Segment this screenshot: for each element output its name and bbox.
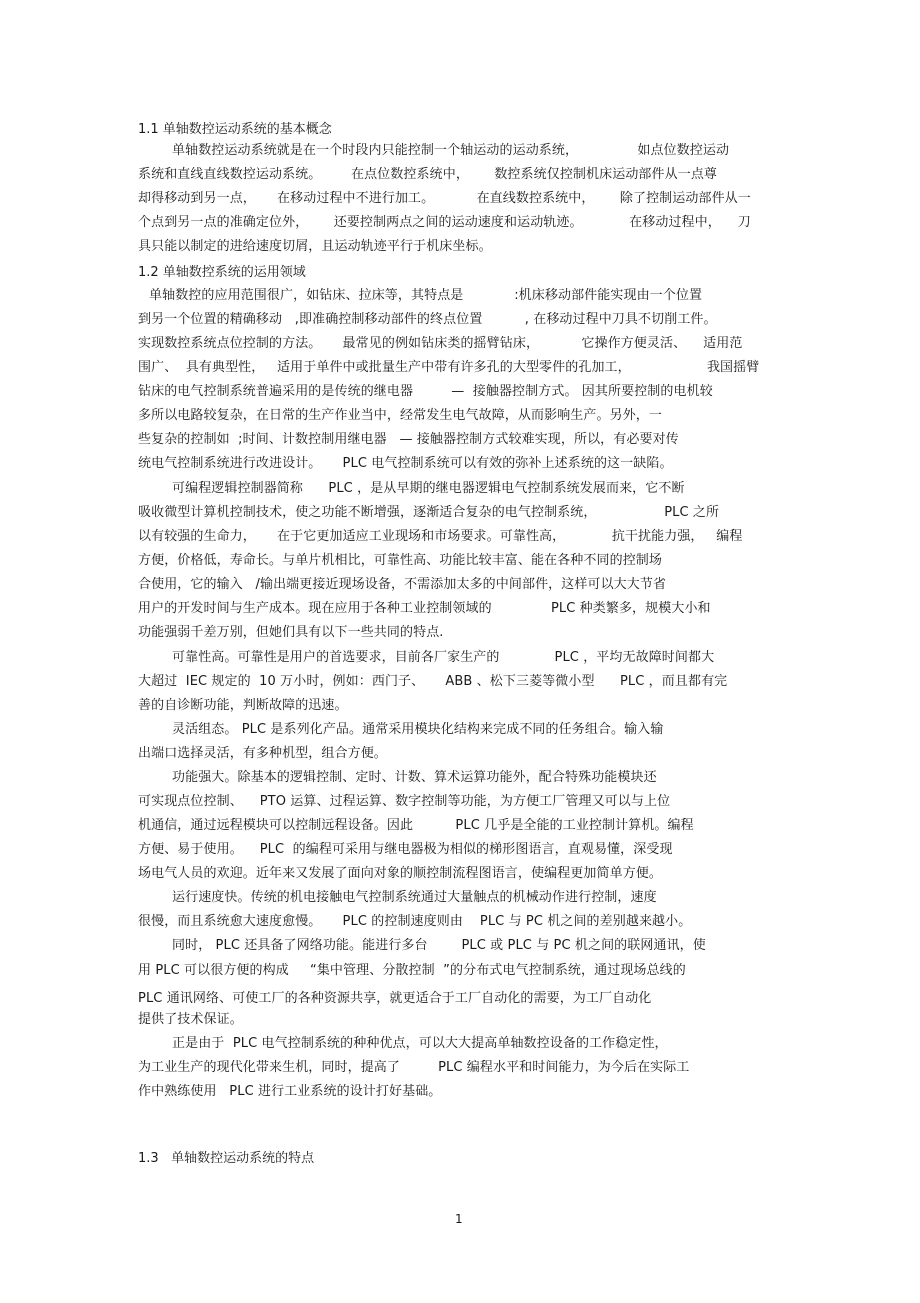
section-1-2-title: 1.2 单轴数控系统的运用领域 [138, 265, 306, 280]
paragraph-line: 以有较强的生命力， 在于它更加适应工业现场和市场要求。可靠性高， 抗干扰能力强， 编程 [138, 529, 743, 544]
paragraph-line: 吸收微型计算机控制技术，使之功能不断增强，逐渐适合复杂的电气控制系统， PLC 之所 [138, 505, 720, 520]
paragraph-line: 方便，价格低，寿命长。与单片机相比，可靠性高、功能比较丰富、能在各种不同的控制场 [138, 553, 663, 568]
paragraph-line: 机通信，通过远程模块可以控制远程设备。因此 PLC 几乎是全能的工业控制计算机。编程 [138, 818, 694, 833]
paragraph-line: 合使用，它的输入 /输出端更接近现场设备，不需添加太多的中间部件，这样可以大大节省 [138, 577, 667, 592]
paragraph-line: 多所以电路较复杂，在日常的生产作业当中，经常发生电气故障，从而影响生产。另外，一 [138, 408, 663, 423]
paragraph-line: 善的自诊断功能，判断故障的迅速。 [138, 698, 348, 713]
paragraph-line: 提供了技术保证。 [138, 1012, 243, 1027]
paragraph-line: 可实现点位控制、 PTO 运算、过程运算、数字控制等功能，为方便工厂管理又可以与上位 [138, 794, 671, 809]
paragraph-line: 大超过 IEC 规定的 10 万小时，例如：西门子、 ABB 、松下三菱等微小型 PLC ，而且都有完 [138, 674, 728, 689]
paragraph-line: 个点到另一点的准确定位外， 还要控制两点之间的运动速度和运动轨迹。 在移动过程中， 刀 [138, 215, 751, 230]
paragraph-line: 单轴数控的应用范围很广，如钻床、拉床等，其特点是 :机床移动部件能实现由一个位置 [149, 288, 703, 303]
paragraph-line: 正是由于 PLC 电气控制系统的种种优点，可以大大提高单轴数控设备的工作稳定性， [172, 1036, 668, 1051]
paragraph-line: 用 PLC 可以很方便的构成 “集中管理、分散控制 ”的分布式电气控制系统，通过现场总线的 [138, 963, 686, 978]
page-number: 1 [455, 1212, 463, 1226]
paragraph-line: 很慢，而且系统愈大速度愈慢。 PLC 的控制速度则由 PLC 与 PC 机之间的差别越来越小。 [138, 914, 692, 929]
section-1-3-title: 1.3 单轴数控运动系统的特点 [138, 1151, 315, 1166]
paragraph-line: 用户的开发时间与生产成本。现在应用于各种工业控制领域的 PLC 种类繁多，规模大小和 [138, 601, 711, 616]
paragraph-line: 实现数控系统点位控制的方法。 最常见的例如钻床类的摇臂钻床， 它操作方便灵活、 适用范 [138, 336, 743, 351]
paragraph-line: 却得移动到另一点， 在移动过程中不进行加工。 在直线数控系统中， 除了控制运动部件从一 [138, 191, 751, 206]
paragraph-line: 统电气控制系统进行改进设计。 PLC 电气控制系统可以有效的弥补上述系统的这一缺陷。 [138, 456, 673, 471]
paragraph-line: 单轴数控运动系统就是在一个时段内只能控制一个轴运动的运动系统， 如点位数控运动 [172, 143, 730, 158]
paragraph-line: 功能强弱千差万别，但她们具有以下一些共同的特点. [138, 625, 444, 640]
paragraph-line: 到另一个位置的精确移动 ,即准确控制移动部件的终点位置 , 在移动过程中刀具不切削工件。 [138, 312, 717, 327]
paragraph-line: 作中熟练使用 PLC 进行工业系统的设计打好基础。 [138, 1084, 442, 1099]
paragraph-line: PLC 通讯网络、可使工厂的各种资源共享，就更适合于工厂自动化的需要，为工厂自动化 [138, 991, 652, 1006]
paragraph-line: 出端口选择灵活，有多种机型，组合方便。 [138, 746, 387, 761]
section-1-1-title: 1.1 单轴数控运动系统的基本概念 [138, 122, 332, 137]
paragraph-line: 场电气人员的欢迎。近年来又发展了面向对象的顺控制流程图语言，使编程更加简单方便。 [138, 866, 663, 881]
paragraph-line: 灵活组态。 PLC 是系列化产品。通常采用模块化结构来完成不同的任务组合。输入输 [172, 722, 664, 737]
paragraph-line: 运行速度快。传统的机电接触电气控制系统通过大量触点的机械动作进行控制，速度 [172, 890, 657, 905]
paragraph-line: 可靠性高。可靠性是用户的首选要求，目前各厂家生产的 PLC ，平均无故障时间都大 [172, 650, 715, 665]
paragraph-line: 功能强大。除基本的逻辑控制、定时、计数、算术运算功能外，配合特殊功能模块还 [172, 770, 657, 785]
paragraph-line: 同时， PLC 还具备了网络功能。能进行多台 PLC 或 PLC 与 PC 机之间的联网通讯，使 [172, 938, 706, 953]
paragraph-line: 方便、易于使用。 PLC 的编程可采用与继电器极为相似的梯形图语言，直观易懂，深受现 [138, 842, 673, 857]
paragraph-line: 具只能以制定的进给速度切屑，且运动轨迹平行于机床坐标。 [138, 239, 492, 254]
paragraph-line: 为工业生产的现代化带来生机，同时，提高了 PLC 编程水平和时间能力，为今后在实际工 [138, 1060, 690, 1075]
paragraph-line: 可编程逻辑控制器简称 PLC ，是从早期的继电器逻辑电气控制系统发展而来，它不断 [172, 481, 685, 496]
paragraph-line: 系统和直线直线数控运动系统。 在点位数控系统中， 数控系统仅控制机床运动部件从一点尊 [138, 167, 718, 182]
paragraph-line: 钻床的电气控制系统普遍采用的是传统的继电器 — 接触器控制方式。 因其所要控制的电机较 [138, 384, 713, 399]
paragraph-line: 些复杂的控制如 ;时间、计数控制用继电器 — 接触器控制方式较难实现，所以，有必要对传 [138, 432, 679, 447]
paragraph-line: 围广、 具有典型性， 适用于单件中或批量生产中带有许多孔的大型零件的孔加工， 我国摇臂 [138, 360, 760, 375]
